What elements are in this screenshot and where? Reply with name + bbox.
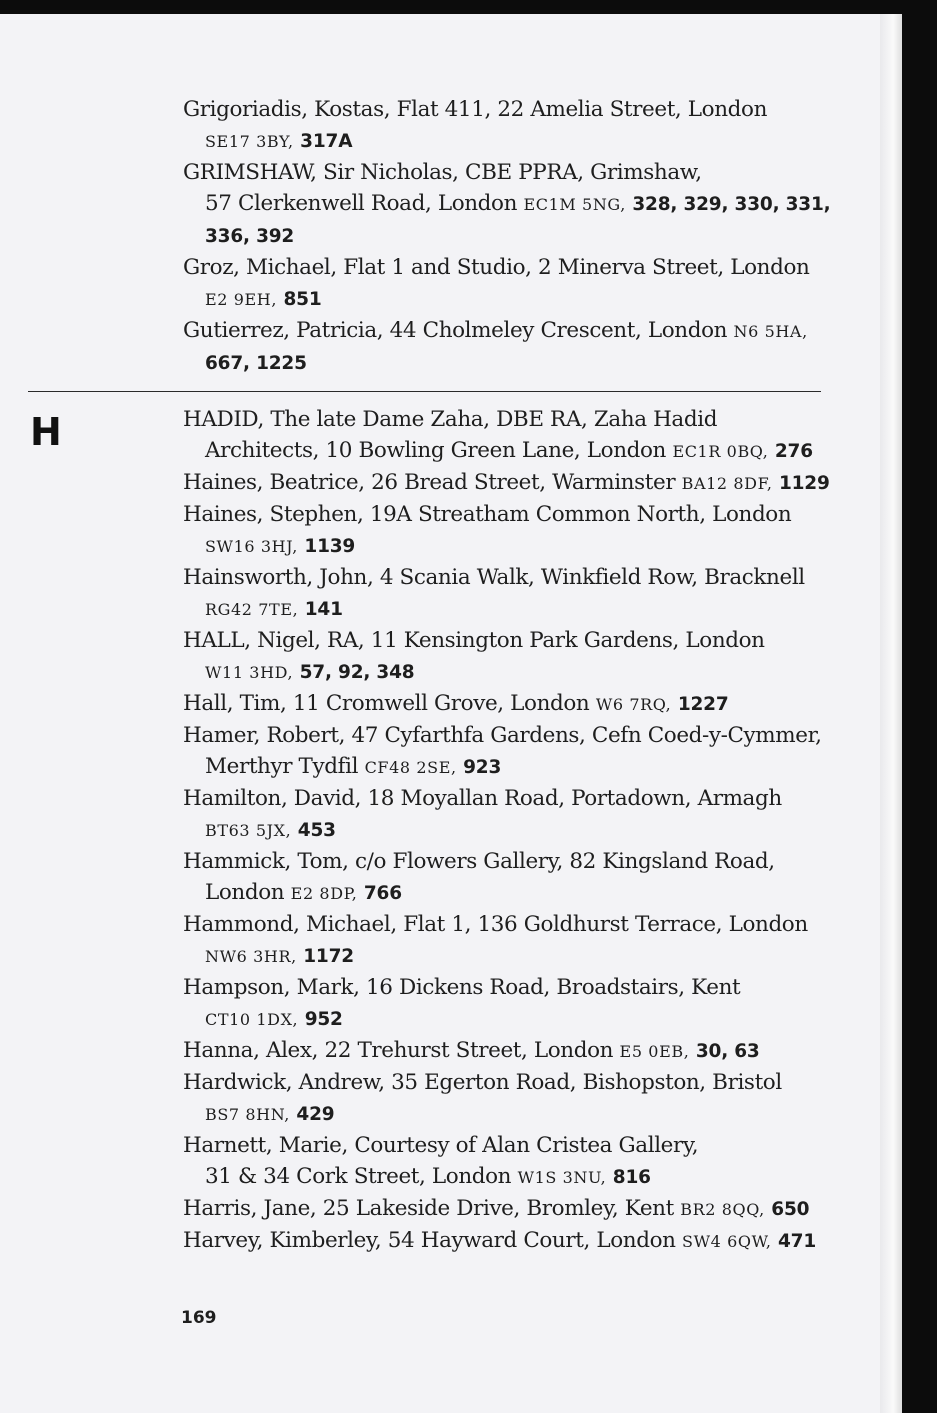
entry-text: Architects, 10 Bowling Green Lane, London	[205, 438, 673, 463]
index-entry	[183, 1193, 823, 1225]
page-number: 169	[181, 1308, 217, 1328]
catalogue-numbers: 1139	[304, 536, 356, 557]
entries-g-section	[183, 94, 831, 379]
catalogue-numbers: 1172	[303, 946, 354, 967]
entry-line	[183, 656, 823, 688]
entry-line	[183, 315, 823, 347]
entry-line	[183, 125, 823, 157]
entry-text: Hardwick, Andrew, 35 Egerton Road, Bishopston, Bristol	[183, 1070, 782, 1095]
postcode: BT63 5JX,	[205, 821, 292, 840]
entry-text: Merthyr Tydfil	[205, 754, 365, 779]
entry-line	[183, 1098, 823, 1130]
index-entry	[183, 1225, 823, 1257]
postcode: W1S 3NU,	[517, 1168, 607, 1187]
entry-line	[183, 625, 823, 656]
catalogue-numbers: 1129	[778, 473, 830, 494]
entry-text: 57 Clerkenwell Road, London	[205, 191, 524, 216]
entry-line	[183, 157, 823, 188]
catalogue-numbers: 766	[363, 883, 402, 904]
index-entry	[183, 1130, 823, 1193]
entry-line	[183, 720, 823, 751]
index-entry	[183, 783, 823, 846]
entry-line	[183, 188, 831, 220]
postcode: CF48 2SE,	[364, 758, 457, 777]
index-entry	[183, 688, 823, 720]
postcode: BS7 8HN,	[205, 1105, 290, 1124]
index-entry	[183, 972, 823, 1035]
entry-line	[183, 499, 823, 530]
entry-text: Groz, Michael, Flat 1 and Studio, 2 Minerva Street, London	[183, 255, 810, 280]
catalogue-numbers: 952	[304, 1009, 343, 1030]
index-entry	[183, 315, 823, 379]
entry-text: HALL, Nigel, RA, 11 Kensington Park Gardens, London	[183, 628, 765, 653]
postcode: W6 7RQ,	[595, 695, 672, 714]
index-entry	[183, 94, 823, 157]
section-divider	[28, 391, 821, 392]
entry-text: Hamilton, David, 18 Moyallan Road, Portadown, Armagh	[183, 786, 782, 811]
catalogue-numbers: 141	[304, 599, 343, 620]
entry-text: Hammond, Michael, Flat 1, 136 Goldhurst Terrace, London	[183, 912, 808, 937]
index-entry	[183, 1067, 823, 1130]
entry-text: Grigoriadis, Kostas, Flat 411, 22 Amelia Street, London	[183, 97, 768, 122]
entry-line	[183, 1067, 823, 1098]
index-entry	[183, 562, 823, 625]
entry-text: Harnett, Marie, Courtesy of Alan Cristea Gallery,	[183, 1133, 699, 1158]
entry-text: GRIMSHAW, Sir Nicholas, CBE PPRA, Grimshaw,	[183, 160, 702, 185]
postcode: RG42 7TE,	[205, 600, 299, 619]
entry-line	[183, 94, 823, 125]
index-entry	[183, 252, 823, 315]
catalogue-numbers: 667, 1225	[205, 353, 307, 374]
catalogue-numbers: 328, 329, 330, 331,	[632, 194, 831, 215]
postcode: BR2 8QQ,	[680, 1200, 765, 1219]
postcode: CT10 1DX,	[205, 1010, 299, 1029]
catalogue-numbers: 453	[297, 820, 336, 841]
entry-text: Haines, Stephen, 19A Streatham Common North, London	[183, 502, 792, 527]
index-entry	[183, 625, 823, 688]
entry-line	[183, 751, 823, 783]
entry-line	[183, 783, 823, 814]
catalogue-numbers: 57, 92, 348	[299, 662, 415, 683]
entry-text: Hampson, Mark, 16 Dickens Road, Broadstairs, Kent	[183, 975, 741, 1000]
postcode: NW6 3HR,	[205, 947, 297, 966]
postcode: E2 9EH,	[205, 290, 278, 309]
entry-line	[183, 220, 823, 252]
catalogue-numbers: 336, 392	[205, 226, 295, 247]
entry-text: Haines, Beatrice, 26 Bread Street, Warminster	[183, 470, 682, 495]
postcode: W11 3HD,	[205, 663, 294, 682]
postcode: E5 0EB,	[619, 1042, 690, 1061]
entry-line	[183, 846, 823, 877]
entry-line	[183, 1003, 823, 1035]
entry-text: Hall, Tim, 11 Cromwell Grove, London	[183, 691, 596, 716]
catalogue-numbers: 1227	[677, 694, 729, 715]
index-entry	[183, 909, 823, 972]
entry-line	[183, 1225, 823, 1257]
entry-line	[183, 435, 823, 467]
entry-line	[183, 814, 823, 846]
entry-line	[183, 940, 823, 972]
entry-line	[183, 530, 823, 562]
entry-line	[183, 252, 823, 283]
catalogue-numbers: 276	[774, 441, 813, 462]
postcode: E2 8DP,	[290, 884, 358, 903]
postcode: SW4 6QW,	[682, 1232, 772, 1251]
postcode: BA12 8DF,	[681, 474, 773, 493]
entry-line	[183, 404, 823, 435]
postcode: EC1M 5NG,	[523, 195, 626, 214]
index-entry	[183, 1035, 823, 1067]
entry-text: London	[205, 880, 291, 905]
entry-line	[183, 347, 823, 379]
catalogue-numbers: 429	[296, 1104, 335, 1125]
entry-line	[183, 562, 823, 593]
index-entries	[183, 94, 831, 1257]
entry-line	[183, 1193, 823, 1225]
entry-line	[183, 593, 823, 625]
entry-text: Harris, Jane, 25 Lakeside Drive, Bromley, Kent	[183, 1196, 681, 1221]
entry-line	[183, 283, 823, 315]
postcode: EC1R 0BQ,	[672, 442, 769, 461]
entry-text: HADID, The late Dame Zaha, DBE RA, Zaha Hadid	[183, 407, 718, 432]
entry-text: Hammick, Tom, c/o Flowers Gallery, 82 Kingsland Road,	[183, 849, 775, 874]
entry-line	[183, 1161, 823, 1193]
postcode: SE17 3BY,	[205, 132, 294, 151]
index-entry	[183, 467, 830, 499]
index-entry	[183, 846, 823, 909]
entry-text: Gutierrez, Patricia, 44 Cholmeley Crescent, London	[183, 318, 734, 343]
entry-line	[183, 688, 823, 720]
entry-text: Hainsworth, John, 4 Scania Walk, Winkfield Row, Bracknell	[183, 565, 805, 590]
index-entry	[183, 499, 823, 562]
entry-line	[183, 972, 823, 1003]
entry-line	[183, 1130, 823, 1161]
entry-text: Hamer, Robert, 47 Cyfarthfa Gardens, Cefn Coed-y-Cymmer,	[183, 723, 822, 748]
entry-line	[183, 909, 823, 940]
entry-text: 31 & 34 Cork Street, London	[205, 1164, 518, 1189]
postcode: N6 5HA,	[733, 322, 808, 341]
catalogue-numbers: 851	[283, 289, 322, 310]
entry-text: Hanna, Alex, 22 Trehurst Street, London	[183, 1038, 620, 1063]
catalogue-numbers: 816	[612, 1167, 651, 1188]
index-entry	[183, 157, 831, 252]
entry-line	[183, 467, 830, 499]
entry-line	[183, 877, 823, 909]
postcode: SW16 3HJ,	[205, 537, 298, 556]
catalogue-numbers: 30, 63	[695, 1041, 760, 1062]
entry-text: Harvey, Kimberley, 54 Hayward Court, London	[183, 1228, 683, 1253]
section-letter: H	[30, 410, 62, 454]
catalogue-numbers: 923	[463, 757, 502, 778]
entries-h-section	[183, 404, 830, 1257]
index-entry	[183, 720, 823, 783]
page-edge	[880, 14, 902, 1413]
entry-line	[183, 1035, 823, 1067]
catalogue-numbers: 650	[771, 1199, 810, 1220]
catalogue-numbers: 317A	[300, 131, 353, 152]
catalogue-numbers: 471	[777, 1231, 816, 1252]
index-entry	[183, 404, 823, 467]
